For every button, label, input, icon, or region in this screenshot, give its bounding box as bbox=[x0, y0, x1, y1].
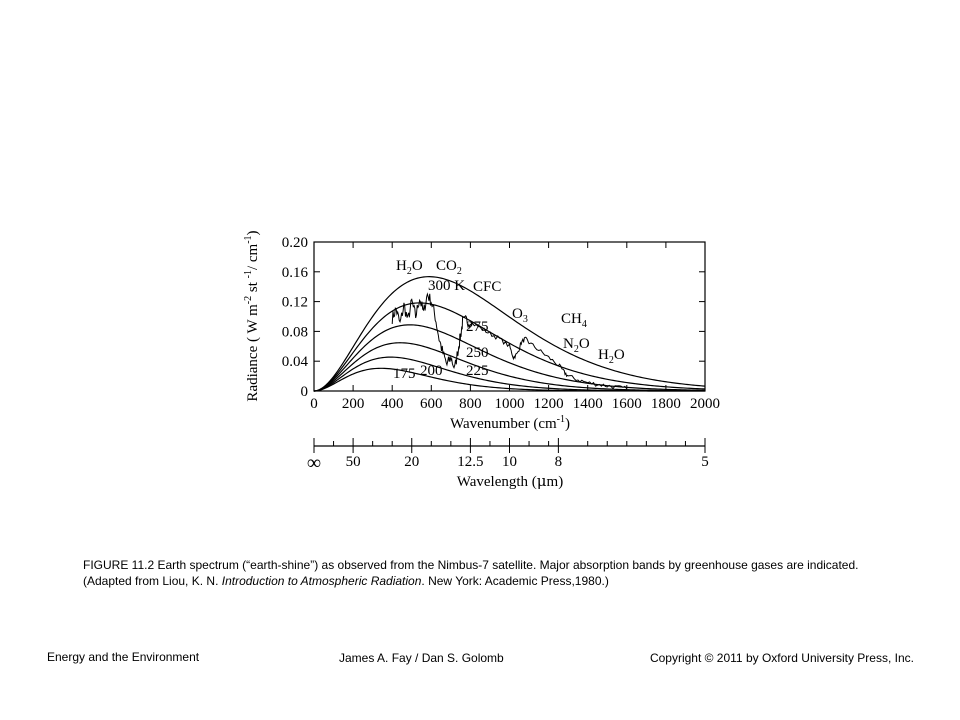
caption-book-title: Introduction to Atmospheric Radiation bbox=[221, 574, 422, 588]
planck-curve-250 bbox=[314, 325, 705, 391]
y-tick-label: 0.16 bbox=[281, 264, 308, 281]
x-tick-label: 1800 bbox=[650, 396, 681, 412]
x-tick-label: 400 bbox=[380, 396, 404, 412]
annotation-n2o: $N_2O$ bbox=[563, 336, 590, 355]
y-tick-label: 0.08 bbox=[281, 324, 308, 341]
caption-text-end: . New York: Academic Press,1980.) bbox=[421, 574, 609, 588]
footer-copyright: Copyright © 2011 by Oxford University Press, Inc. bbox=[649, 651, 914, 665]
y-tick-label: 0.04 bbox=[281, 354, 308, 371]
curve-label-225: 225 bbox=[466, 363, 489, 379]
x-tick-label: 600 bbox=[420, 396, 443, 412]
x-tick-label: 1600 bbox=[611, 396, 642, 412]
x-tick-label: 1400 bbox=[572, 396, 603, 412]
wavelength-tick-label: 20 bbox=[404, 454, 420, 470]
wavelength-tick-label: 8 bbox=[554, 454, 563, 470]
earth-spectrum-chart bbox=[230, 218, 730, 498]
x-tick-label: 800 bbox=[459, 396, 482, 412]
planck-curves bbox=[314, 277, 705, 391]
wavelength-axis-label: Wavelength (μm) bbox=[456, 472, 564, 490]
figure-number: FIGURE 11.2 bbox=[83, 558, 155, 572]
y-tick-label: 0.20 bbox=[281, 235, 308, 251]
curve-label-175: 175 bbox=[393, 366, 416, 382]
y-ticks bbox=[282, 235, 705, 400]
footer-book-title: Energy and the Environment bbox=[47, 650, 200, 664]
footer-authors: James A. Fay / Dan S. Golomb bbox=[339, 651, 504, 665]
x-tick-label: 1200 bbox=[533, 396, 564, 412]
wavelength-tick-label: 5 bbox=[701, 454, 709, 470]
annotation-o3: $O_3$ bbox=[512, 306, 528, 325]
y-axis-label: Radiance ( W $m^{-2}$ st $^{-1}$/ $cm^{-1}$) bbox=[243, 230, 261, 402]
wavelength-ticks bbox=[307, 438, 709, 474]
caption-text: Earth spectrum (“earth-shine”) as observed from the Nimbus-7 satellite. Major absorption bands by greenhouse gases are indicated. (Adapted from Liou, K. N. bbox=[83, 558, 859, 588]
wavelength-tick-label: 12.5 bbox=[457, 454, 484, 470]
figure-caption bbox=[83, 557, 883, 589]
y-tick-label: 0.12 bbox=[281, 294, 308, 311]
x-tick-label: 0 bbox=[310, 396, 318, 412]
annotation-co2: $CO_2$ bbox=[436, 258, 462, 277]
wavelength-tick-label: 10 bbox=[502, 454, 517, 470]
curve-label-250: 250 bbox=[466, 345, 489, 361]
x-tick-label: 200 bbox=[341, 396, 365, 412]
y-tick-label: 0 bbox=[300, 384, 308, 400]
planck-curve-300 bbox=[314, 277, 705, 391]
x-tick-label: 2000 bbox=[690, 396, 720, 412]
annotation-h2o-right: $H_2O$ bbox=[598, 347, 625, 366]
x-axis-label: Wavenumber $(cm^{-1})$ bbox=[449, 414, 571, 432]
x-tick-label: 1000 bbox=[494, 396, 525, 412]
curve-label-300k: 300 K bbox=[428, 278, 466, 294]
wavelength-tick-label: ∞ bbox=[306, 452, 322, 474]
annotation-cfc: CFC bbox=[473, 279, 502, 295]
curve-label-200: 200 bbox=[420, 363, 443, 379]
curve-label-275: 275 bbox=[466, 319, 489, 335]
annotation-h2o-left: $H_2O$ bbox=[396, 258, 423, 277]
annotation-ch4: $CH_4$ bbox=[561, 311, 587, 330]
wavelength-tick-label: 50 bbox=[345, 454, 361, 470]
